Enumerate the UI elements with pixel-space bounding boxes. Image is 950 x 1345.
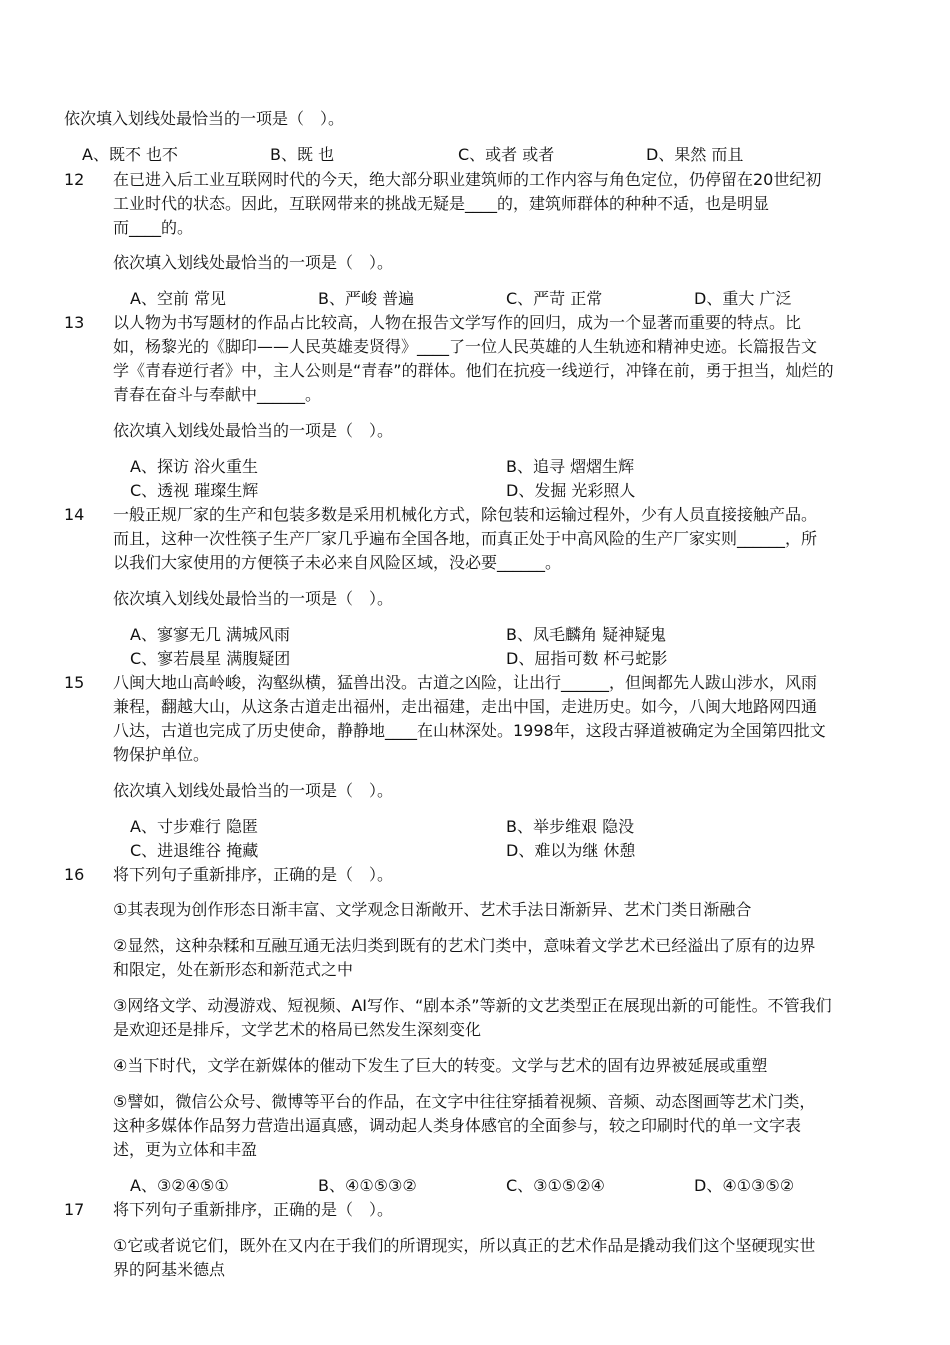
q14-option-c: C、寥若晨星 满腹疑团 xyxy=(130,649,291,668)
q15-prompt: 依次填入划线处最恰当的一项是（ ）。 xyxy=(113,781,394,800)
q14-line-1: 一般正规厂家的生产和包装多数是采用机械化方式，除包装和运输过程外，少有人员直接接触产品。 xyxy=(113,505,818,524)
q15-option-a: A、寸步难行 隐匿 xyxy=(130,817,259,836)
q11-option-b: B、既 也 xyxy=(270,145,335,164)
q11-prompt: 依次填入划线处最恰当的一项是（ ）。 xyxy=(64,109,345,128)
q15-option-c: C、进退维谷 掩藏 xyxy=(130,841,259,860)
q17-number: 17 xyxy=(64,1200,85,1219)
q13-line-2: 如，杨黎光的《脚印——人民英雄麦贤得》____了一位人民英雄的人生轨迹和精神史迹。长篇报告文 xyxy=(113,337,818,356)
q16-sentence-5-line-3: 述，更为立体和丰盈 xyxy=(113,1140,258,1159)
q16-sentence-4: ④当下时代，文学在新媒体的催动下发生了巨大的转变。文学与艺术的固有边界被延展或重塑 xyxy=(113,1056,768,1075)
q14-option-a: A、寥寥无几 满城风雨 xyxy=(130,625,291,644)
q13-option-d: D、发掘 光彩照人 xyxy=(506,481,636,500)
q14-line-2: 而且，这种一次性筷子生产厂家几乎遍布全国各地，而真正处于中高风险的生产厂家实则______，所 xyxy=(113,529,818,548)
q17-sentence-1-line-1: ①它或者说它们，既外在又内在于我们的所谓现实，所以真正的艺术作品是撬动我们这个坚硬现实世 xyxy=(113,1236,816,1255)
q15-line-3: 八达，古道也完成了历史使命，静静地____在山林深处。1998年，这段古驿道被确定为全国第四批文 xyxy=(113,721,826,740)
q13-option-b: B、追寻 熠熠生辉 xyxy=(506,457,635,476)
q14-line-3: 以我们大家使用的方便筷子未必来自风险区域，没必要______。 xyxy=(113,553,562,572)
q11-option-d: D、果然 而且 xyxy=(646,145,744,164)
q15-option-d: D、难以为继 休憩 xyxy=(506,841,636,860)
q16-sentence-5-line-1: ⑤譬如，微信公众号、微博等平台的作品，在文字中往往穿插着视频、音频、动态图画等艺术门类， xyxy=(113,1092,816,1111)
q13-prompt: 依次填入划线处最恰当的一项是（ ）。 xyxy=(113,421,394,440)
q12-line-3: 而____的。 xyxy=(113,218,194,237)
q15-line-4: 物保护单位。 xyxy=(113,745,210,764)
q11-option-c: C、或者 或者 xyxy=(458,145,555,164)
q16-sentence-2-line-2: 和限定，处在新形态和新范式之中 xyxy=(113,960,354,979)
q16-sentence-2-line-1: ②显然，这种杂糅和互融互通无法归类到既有的艺术门类中，意味着文学艺术已经溢出了原有的边界 xyxy=(113,936,816,955)
q16-sentence-3-line-2: 是欢迎还是排斥，文学艺术的格局已然发生深刻变化 xyxy=(113,1020,482,1039)
q16-option-a: A、③②④⑤① xyxy=(130,1176,229,1195)
q16-option-c: C、③①⑤②④ xyxy=(506,1176,605,1195)
q14-prompt: 依次填入划线处最恰当的一项是（ ）。 xyxy=(113,589,394,608)
q12-line-2: 工业时代的状态。因此，互联网带来的挑战无疑是____的，建筑师群体的种种不适，也是明显 xyxy=(113,194,770,213)
q17-stem: 将下列句子重新排序，正确的是（ ）。 xyxy=(113,1200,394,1219)
q14-number: 14 xyxy=(64,505,85,524)
q12-option-c: C、严苛 正常 xyxy=(506,289,603,308)
q16-option-d: D、④①③⑤② xyxy=(694,1176,795,1195)
q16-sentence-3-line-1: ③网络文学、动漫游戏、短视频、AI写作、“剧本杀”等新的文艺类型正在展现出新的可能性。不管我们 xyxy=(113,996,832,1015)
q12-option-a: A、空前 常见 xyxy=(130,289,227,308)
q13-option-c: C、透视 璀璨生辉 xyxy=(130,481,259,500)
q12-number: 12 xyxy=(64,170,85,189)
q16-option-b: B、④①⑤③② xyxy=(318,1176,417,1195)
q11-option-a: A、既不 也不 xyxy=(82,145,179,164)
q13-number: 13 xyxy=(64,313,85,332)
q15-line-2: 兼程，翻越大山，从这条古道走出福州，走出福建，走出中国，走进历史。如今，八闽大地路网四通 xyxy=(113,697,818,716)
q12-line-1: 在已进入后工业互联网时代的今天，绝大部分职业建筑师的工作内容与角色定位，仍停留在20世纪初 xyxy=(113,170,822,189)
q16-stem: 将下列句子重新排序，正确的是（ ）。 xyxy=(113,865,394,884)
q15-line-1: 八闽大地山高岭峻，沟壑纵横，猛兽出没。古道之凶险，让出行______，但闽都先人跋山涉水，风雨 xyxy=(113,673,818,692)
q13-line-4: 青春在奋斗与奉献中______。 xyxy=(113,385,322,404)
q12-prompt: 依次填入划线处最恰当的一项是（ ）。 xyxy=(113,253,394,272)
q16-sentence-5-line-2: 这种多媒体作品努力营造出逼真感，调动起人类身体感官的全面参与，较之印刷时代的单一文字表 xyxy=(113,1116,802,1135)
q14-option-d: D、屈指可数 杯弓蛇影 xyxy=(506,649,668,668)
q12-option-d: D、重大 广泛 xyxy=(694,289,792,308)
q13-option-a: A、探访 浴火重生 xyxy=(130,457,259,476)
q15-option-b: B、举步维艰 隐没 xyxy=(506,817,635,836)
q13-line-3: 学《青春逆行者》中，主人公则是“青春”的群体。他们在抗疫一线逆行，冲锋在前，勇于担当，灿烂的 xyxy=(113,361,834,380)
q15-number: 15 xyxy=(64,673,85,692)
q17-sentence-1-line-2: 界的阿基米德点 xyxy=(113,1260,226,1279)
q16-number: 16 xyxy=(64,865,85,884)
q13-line-1: 以人物为书写题材的作品占比较高，人物在报告文学写作的回归，成为一个显著而重要的特点。比 xyxy=(113,313,802,332)
q16-sentence-1: ①其表现为创作形态日渐丰富、文学观念日渐敞开、艺术手法日渐新异、艺术门类日渐融合 xyxy=(113,900,752,919)
q14-option-b: B、凤毛麟角 疑神疑鬼 xyxy=(506,625,667,644)
q12-option-b: B、严峻 普遍 xyxy=(318,289,415,308)
